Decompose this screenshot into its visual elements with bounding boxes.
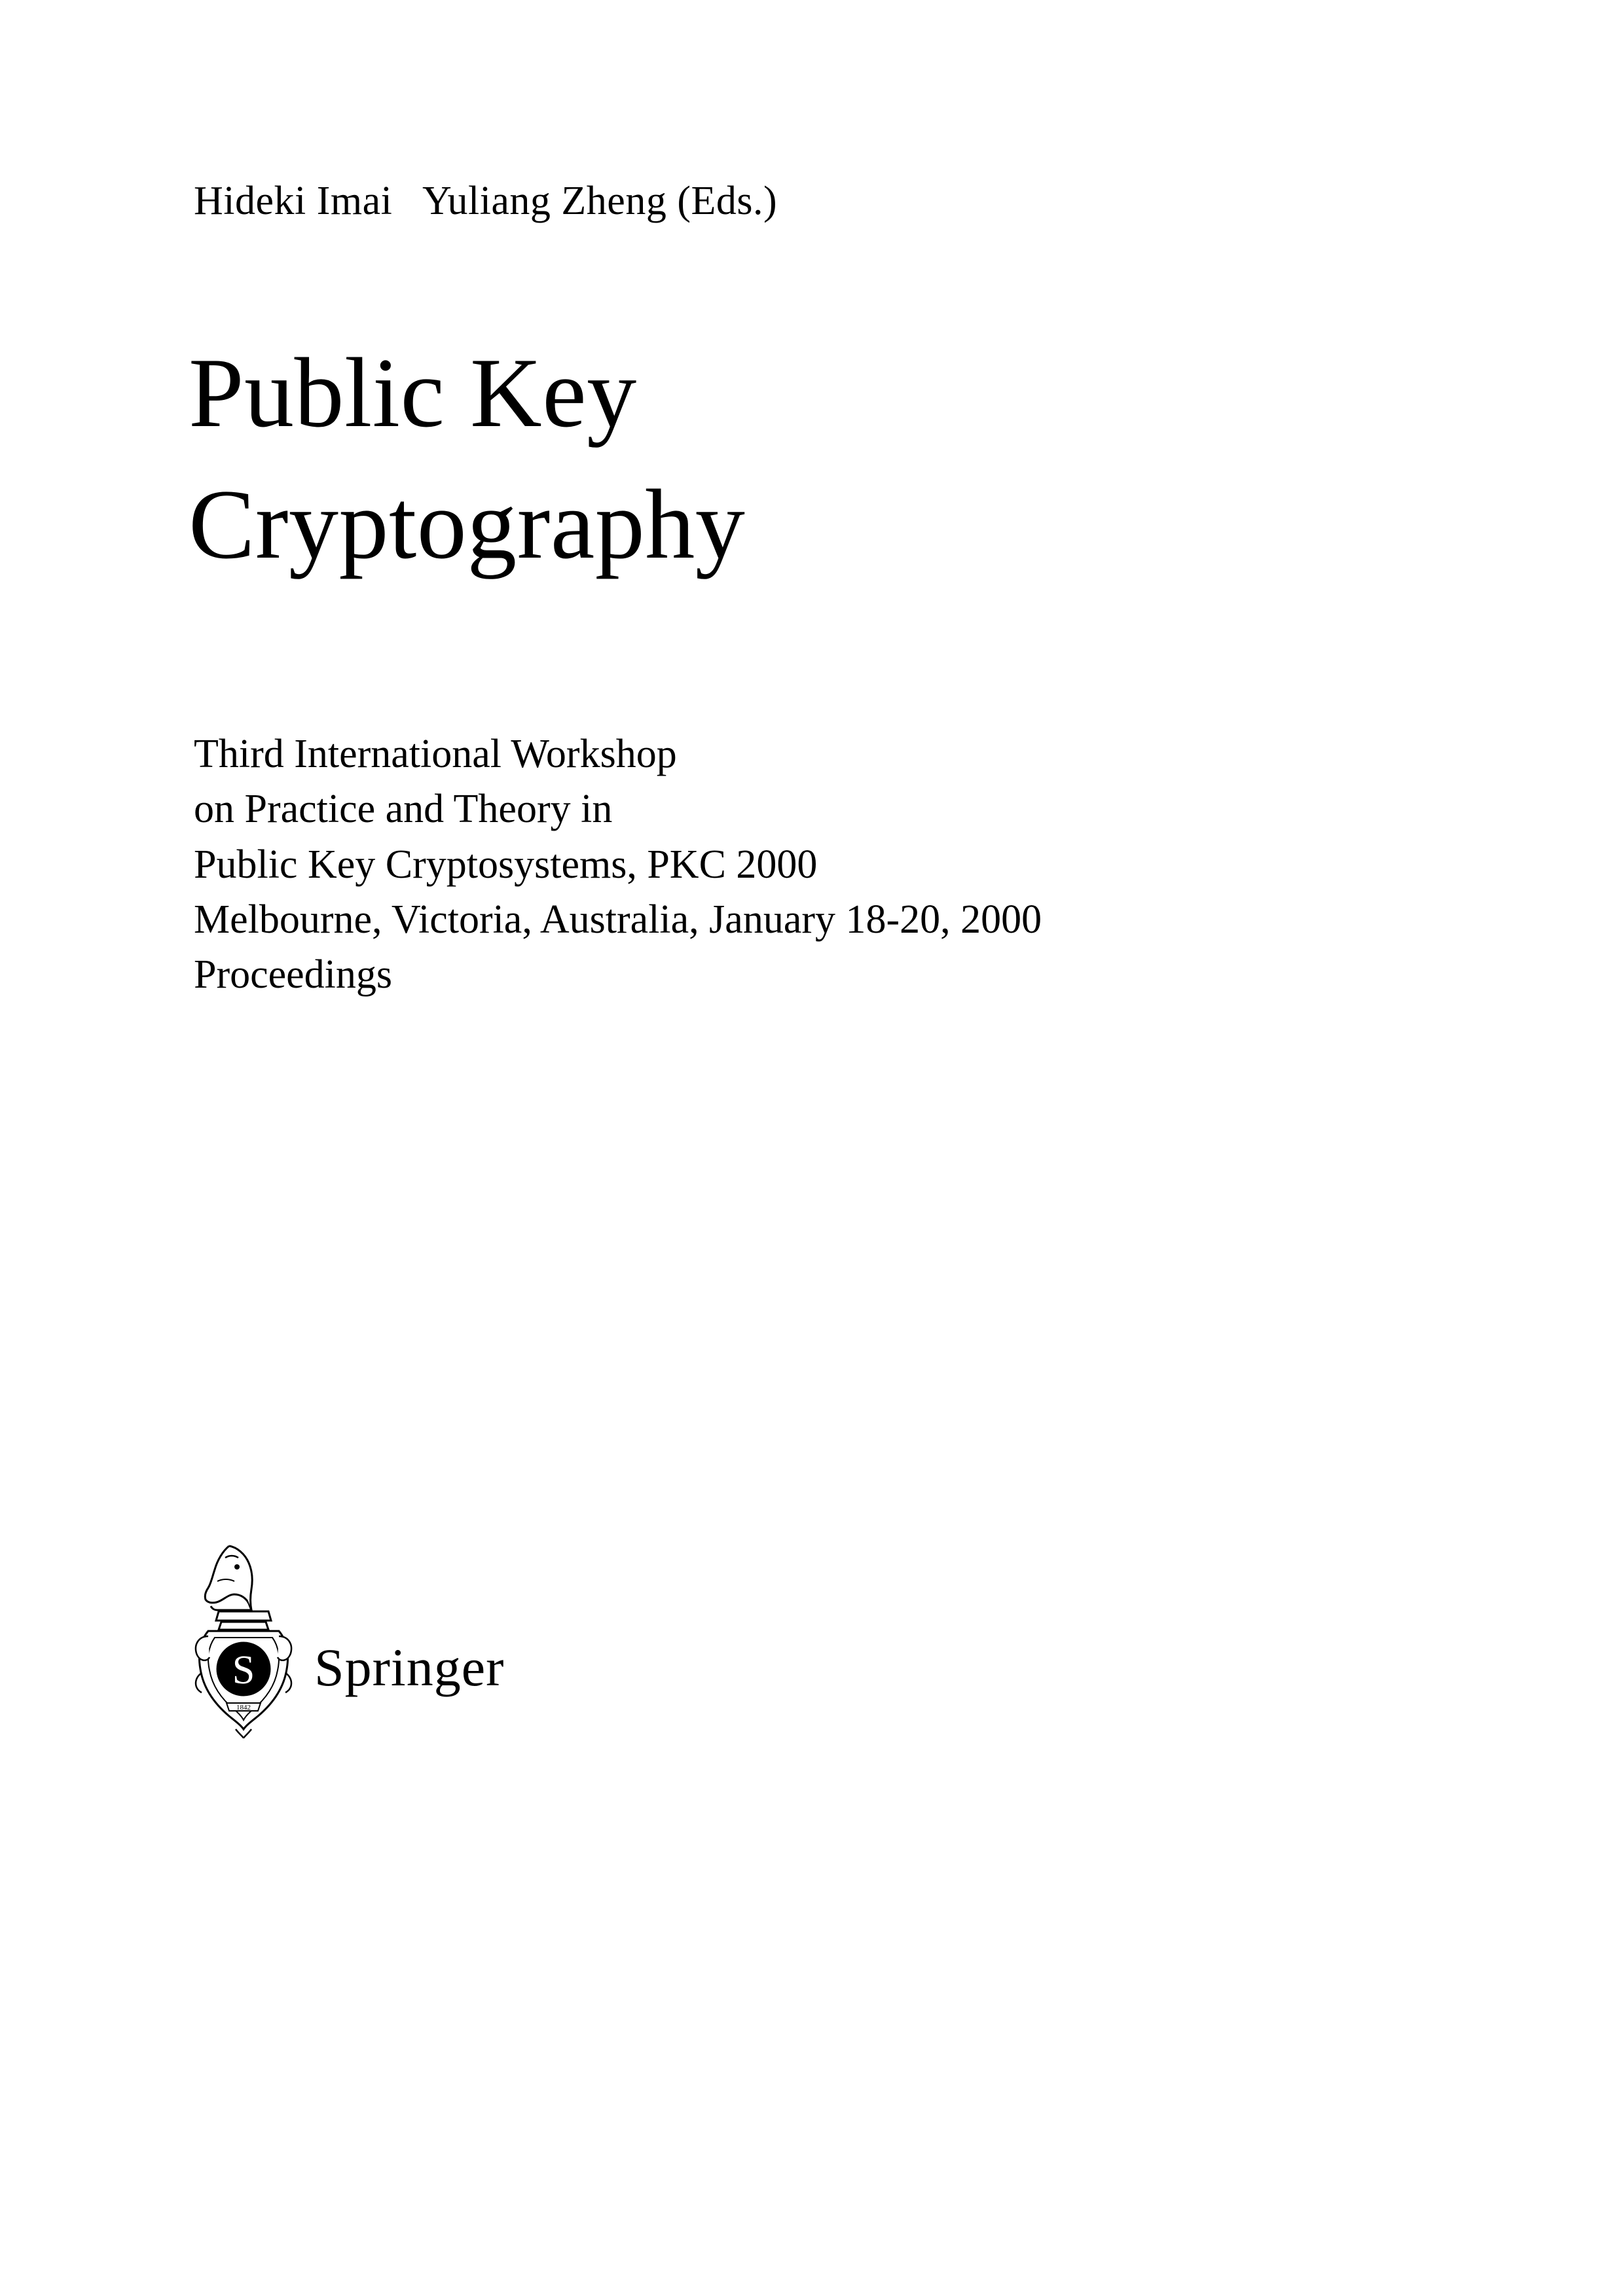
subtitle-line-3: Public Key Cryptosystems, PKC 2000	[194, 842, 818, 887]
book-title-line-1: Public Key	[189, 338, 637, 448]
springer-knight-logo-icon	[189, 1538, 300, 1741]
svg-text:1842: 1842	[236, 1704, 251, 1712]
book-title-line-2: Cryptography	[189, 469, 746, 579]
subtitle-line-1: Third International Workshop	[194, 732, 677, 776]
publisher-name: Springer	[314, 1638, 505, 1697]
subtitle-line-2: on Practice and Theory in	[194, 787, 613, 832]
book-title	[189, 327, 745, 590]
book-subtitle	[194, 726, 1042, 1003]
subtitle-line-4: Melbourne, Victoria, Australia, January 18-20, 2000	[194, 897, 1042, 942]
subtitle-line-5: Proceedings	[194, 952, 393, 997]
editors-line: Hideki Imai Yuliang Zheng (Eds.)	[194, 179, 778, 223]
publisher-block	[189, 1538, 504, 1741]
svg-text:S: S	[232, 1648, 255, 1693]
